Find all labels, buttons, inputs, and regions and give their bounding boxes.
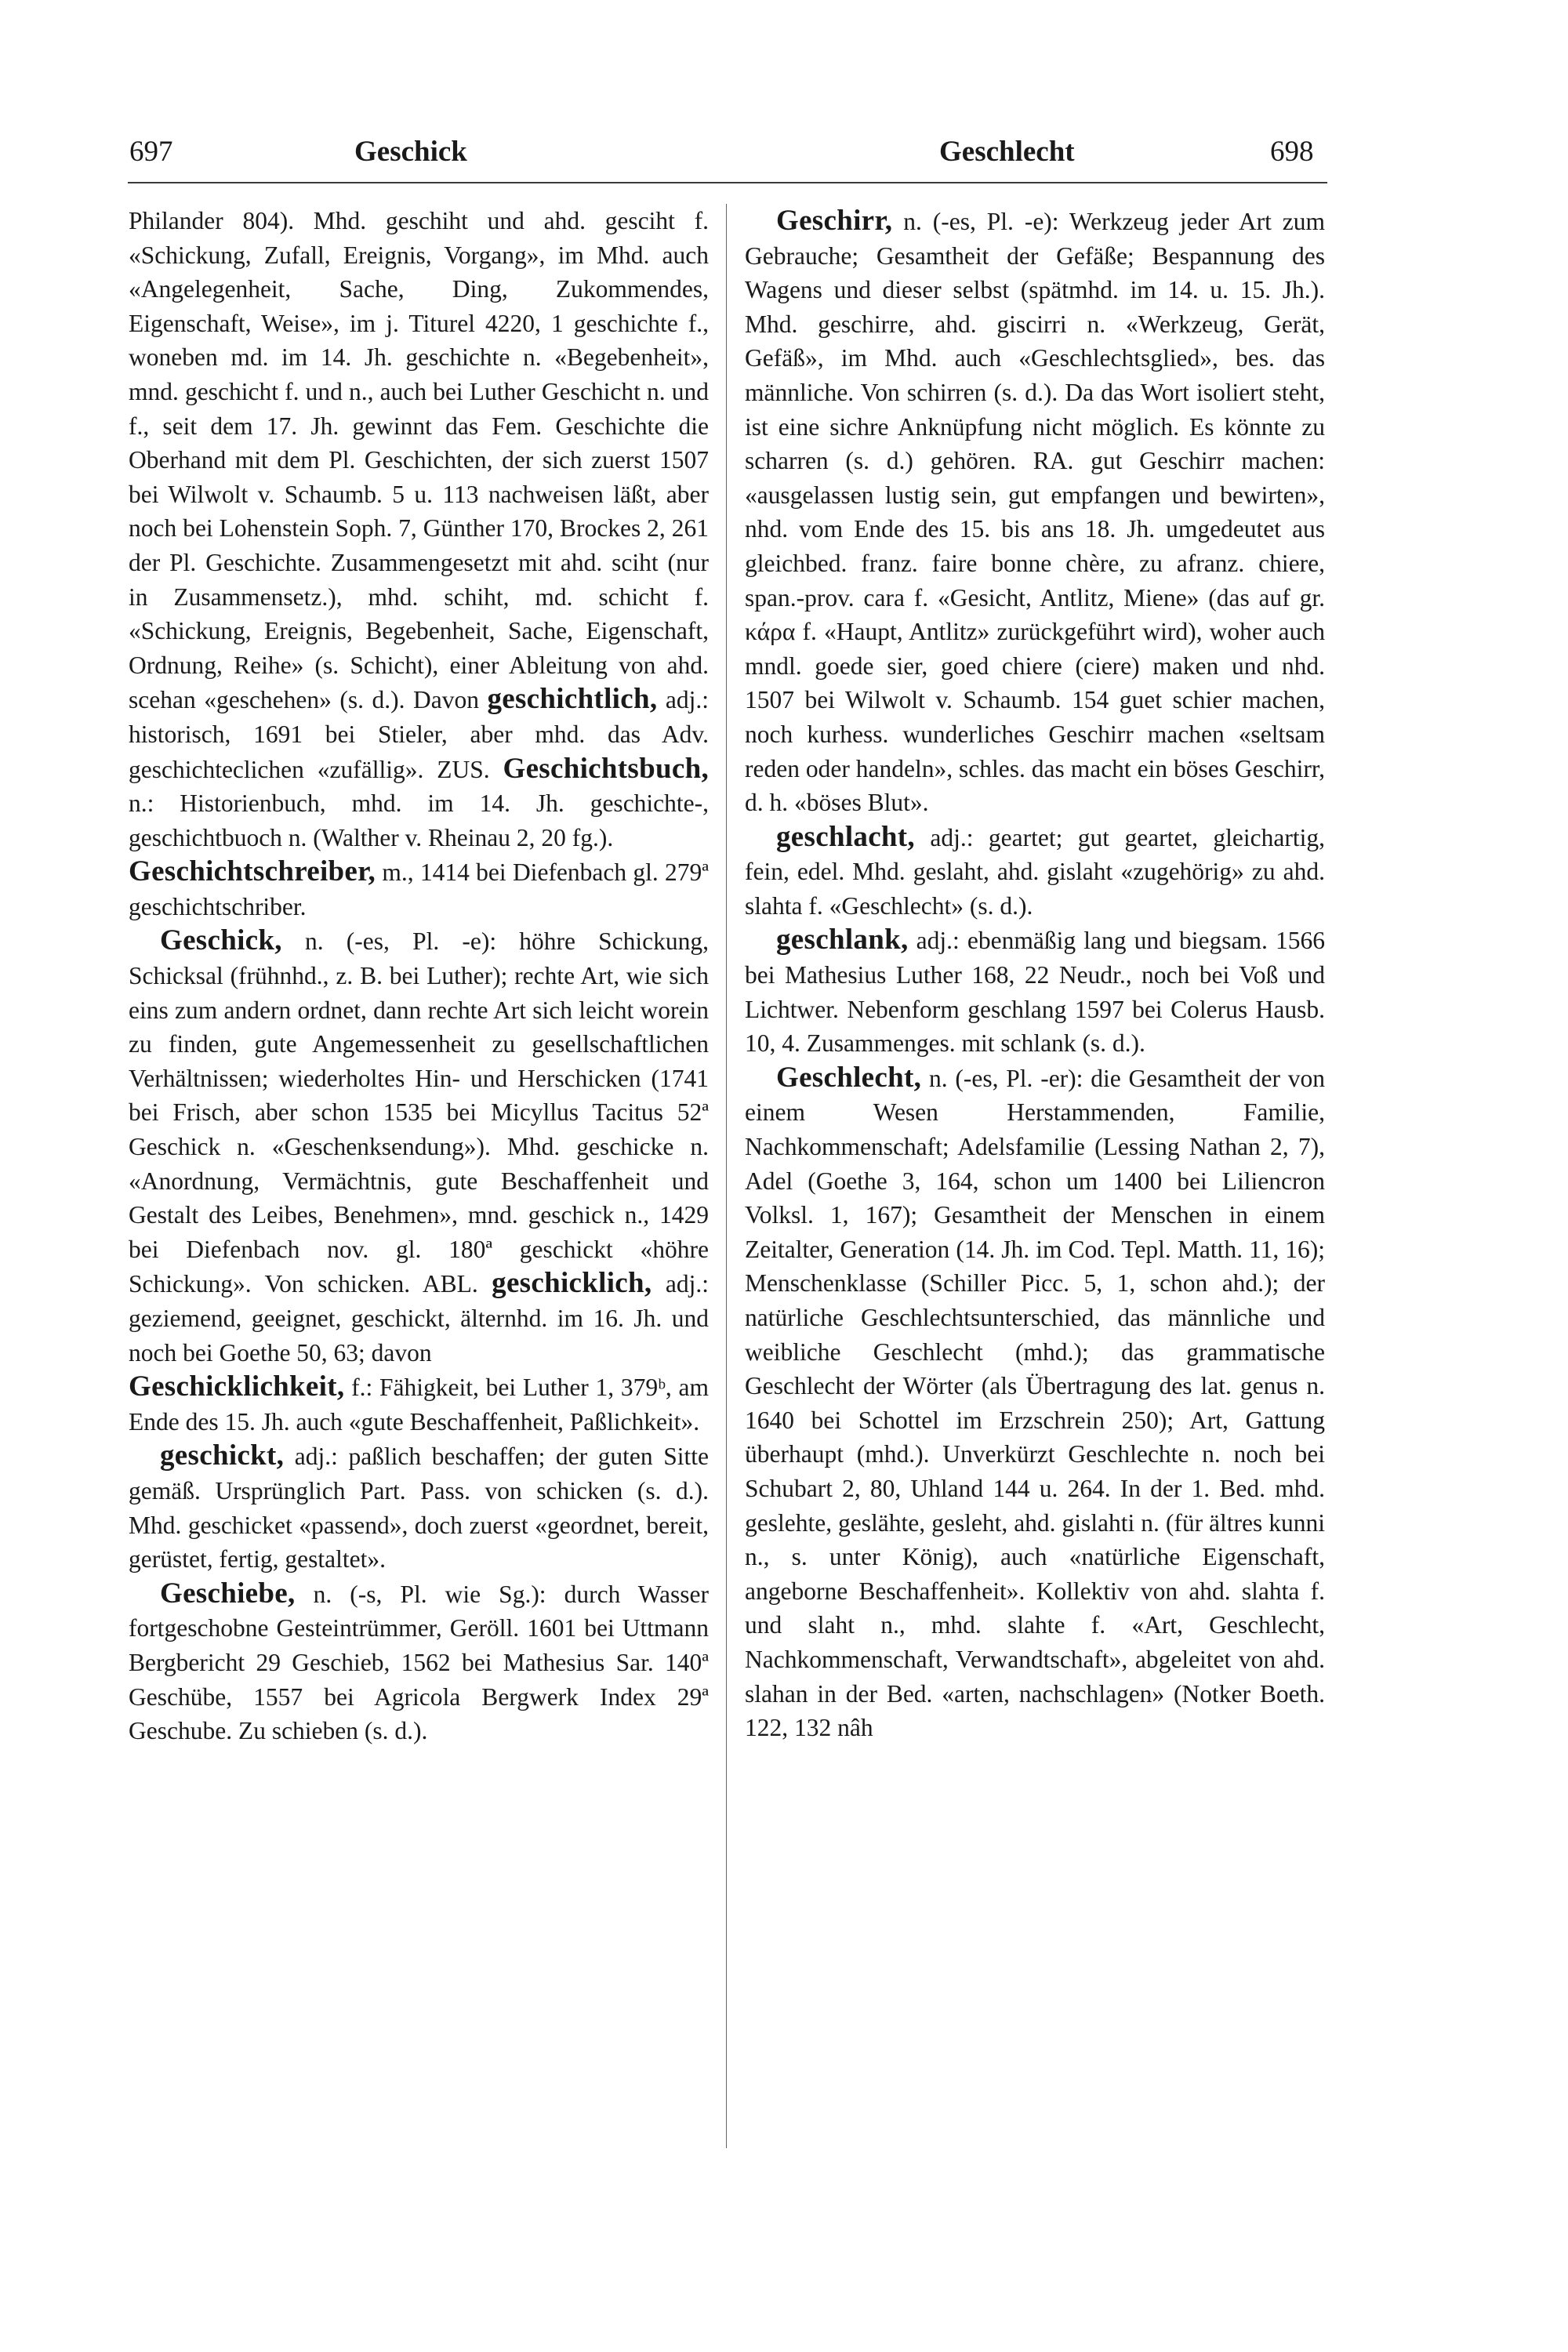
entry-geschick-text: n. (-es, Pl. -e): höhre Schickung, Schicksal (frühnhd., z. B. bei Luther); rechte Art, wie sich eins zum andern ordnet, dann rechte Art sich leicht worein zu finden, gute Angemessenheit zu gesellschaftlichen Verhältnissen; wiederholtes Hin- und Herschicken (1741 bei Frisch, aber schon 1535 bei Micyllus Tacitus 52ª Geschick n. «Geschenksendung»). Mhd. geschicke n. «Anordnung, Vermächtnis, gute Beschaffenheit und Gestalt des Leibes, Benehmen», mnd. geschick n., 1429 bei Diefenbach nov. gl. 180ª geschickt «höhre Schickung». Von schicken. ABL. bbox=[129, 927, 709, 1298]
entry-geschlacht bbox=[745, 820, 1325, 924]
entry-geschlecht bbox=[745, 1061, 1325, 1745]
headword-geschlacht: geschlacht, bbox=[776, 820, 915, 853]
entry-geschick bbox=[129, 924, 709, 1370]
entry-geschickt-text: adj.: paßlich beschaffen; der guten Sitte gemäß. Ursprünglich Part. Pass. von schicken (s. d.). Mhd. geschicket «passend», doch zuerst «geordnet, bereit, gerüstet, fertig, gestaltet». bbox=[129, 1443, 709, 1573]
entry-geschiebe-text: n. (-s, Pl. wie Sg.): durch Wasser fortgeschobne Gesteintrümmer, Geröll. 1601 bei Uttmann Bergbericht 29 Geschieb, 1562 bei Mathesius Sar. 140ª Geschübe, 1557 bei Agricola Bergwerk Index 29ª Geschube. Zu schieben (s. d.). bbox=[129, 1580, 709, 1745]
entry-geschichtlich-text: adj.: historisch, 1691 bei Stieler, aber mhd. das Adv. geschichteclichen «zufällig». ZUS. bbox=[129, 686, 709, 783]
headword-geschicklichkeit: Geschicklichkeit, bbox=[129, 1370, 345, 1403]
entry-geschiebe bbox=[129, 1577, 709, 1748]
entry-geschlank bbox=[745, 923, 1325, 1060]
entry-geschlank-text: adj.: ebenmäßig lang und biegsam. 1566 bei Mathesius Luther 168, 22 Neudr., noch bei Voß und Lichtwer. Nebenform geschlang 1597 bei Colerus Hausb. 10, 4. Zusammenges. mit schlank (s. d.). bbox=[745, 927, 1325, 1058]
header-rule bbox=[128, 182, 1327, 183]
headword-geschlank: geschlank, bbox=[776, 924, 909, 956]
headword-geschiebe: Geschiebe, bbox=[160, 1577, 296, 1610]
page-number-left: 697 bbox=[129, 136, 173, 168]
headword-geschirr: Geschirr, bbox=[776, 205, 893, 237]
running-head-left: Geschick bbox=[354, 136, 467, 168]
headword-geschichtlich: geschichtlich, bbox=[487, 683, 658, 716]
entry-geschichtschreiber bbox=[129, 855, 709, 924]
entry-geschichtsbuch-text: n.: Historienbuch, mhd. im 14. Jh. geschichte-, geschichtbuoch n. (Walther v. Rheinau 2, 20 fg.). bbox=[129, 789, 709, 851]
headword-geschicklich: geschicklich, bbox=[492, 1267, 652, 1300]
page-number-right: 698 bbox=[1270, 136, 1314, 168]
headword-geschichtschreiber: Geschichtschreiber, bbox=[129, 855, 376, 888]
column-divider bbox=[726, 204, 727, 2148]
right-column bbox=[745, 204, 1325, 1745]
headword-geschlecht: Geschlecht, bbox=[776, 1061, 922, 1094]
entry-geschlecht-text: n. (-es, Pl. -er): die Gesamtheit der von einem Wesen Herstammenden, Familie, Nachkommenschaft; Adelsfamilie (Lessing Nathan 2, 7), Adel (Goethe 3, 164, schon um 1400 bei Liliencron Volksl. 1, 167); Gesamtheit der Menschen in einem Zeitalter, Generation (14. Jh. im Cod. Tepl. Matth. 11, 16); Menschenklasse (Schiller Picc. 5, 1, schon ahd.); der natürliche Geschlechtsunterschied, das männliche und weibliche Geschlecht (mhd.); das grammatische Geschlecht der Wörter (als Übertragung des lat. genus n. 1640 bei Schottel im Erzschrein 250); Art, Gattung überhaupt (mhd.). Unverkürzt Geschlechte n. noch bei Schubart 2, 80, Uhland 144 u. 264. In der 1. Bed. mhd. geslehte, geslähte, gesleht, ahd. gislahti n. (für ältres kunni n., s. unter König), auch «natürliche Eigenschaft, angeborne Beschaffenheit». Kollektiv von ahd. slahta f. und slaht n., mhd. slahte f. «Art, Geschlecht, Nachkommenschaft, Verwandtschaft», abgeleitet von ahd. slahan in der Bed. «arten, nachschlagen» (Notker Boeth. 122, 132 nâh bbox=[745, 1064, 1325, 1742]
entry-geschichte-continuation: Philander 804). Mhd. geschiht und ahd. gesciht f. «Schickung, Zufall, Ereignis, Vorgang», im Mhd. auch «Angelegenheit, Sache, Ding, Zukommendes, Eigenschaft, Weise», im j. Titurel 4220, 1 geschichte f., woneben md. im 14. Jh. geschichte n. «Begebenheit», mnd. geschicht f. und n., auch bei Luther Geschicht n. und f., seit dem 17. Jh. gewinnt das Fem. Geschichte die Oberhand mit dem Pl. Geschichten, der sich zuerst 1507 bei Wilwolt v. Schaumb. 5 u. 113 nachweisen läßt, aber noch bei Lohenstein Soph. 7, Günther 170, Brockes 2, 261 der Pl. Geschichte. Zusammengesetzt mit ahd. sciht (nur in Zusammensetz.), mhd. schiht, md. schicht f. «Schickung, Ereignis, Begebenheit, Sache, Eigenschaft, Ordnung, Reihe» (s. Schicht), einer Ableitung von ahd. scehan «geschehen» (s. d.). Davon geschichtlich, adj.: historisch, 1691 bei Stieler, aber mhd. das Adv. geschichteclichen «zufällig». ZUS. Geschichtsbuch, n.: Historienbuch, mhd. im 14. Jh. geschichte-, geschichtbuoch n. (Walther v. Rheinau 2, 20 fg.). bbox=[129, 207, 709, 851]
entry-geschicklichkeit-text: f.: Fähigkeit, bei Luther 1, 379ᵇ, am Ende des 15. Jh. auch «gute Beschaffenheit, Paßlichkeit». bbox=[129, 1374, 709, 1436]
entry-geschichtschreiber-text: m., 1414 bei Diefenbach gl. 279ª geschichtschriber. bbox=[129, 858, 709, 920]
entry-geschickt bbox=[129, 1439, 709, 1576]
entry-geschirr bbox=[745, 204, 1325, 820]
running-head-right: Geschlecht bbox=[939, 136, 1075, 168]
left-column bbox=[129, 204, 709, 1748]
entry-geschicklichkeit bbox=[129, 1370, 709, 1439]
headword-geschichtsbuch: Geschichtsbuch, bbox=[503, 752, 709, 785]
headword-geschick: Geschick, bbox=[160, 924, 282, 957]
entry-geschicklich-text: adj.: geziemend, geeignet, geschickt, älternhd. im 16. Jh. und noch bei Goethe 50, 63; davon bbox=[129, 1270, 709, 1367]
headword-geschickt: geschickt, bbox=[160, 1439, 285, 1472]
entry-geschlacht-text: adj.: geartet; gut geartet, gleichartig, fein, edel. Mhd. geslaht, ahd. gislaht «zugehörig» zu ahd. slahta f. «Geschlecht» (s. d.). bbox=[745, 823, 1325, 920]
entry-geschirr-text: n. (-es, Pl. -e): Werkzeug jeder Art zum Gebrauche; Gesamtheit der Gefäße; Bespannung des Wagens und dieser selbst (spätmhd. im 14. u. 15. Jh.). Mhd. geschirre, ahd. giscirri n. «Werkzeug, Gerät, Gefäß», im Mhd. auch «Geschlechtsglied», bes. das männliche. Von schirren (s. d.). Da das Wort isoliert steht, ist eine sichre Anknüpfung nicht möglich. Es könnte zu scharren (s. d.) gehören. RA. gut Geschirr machen: «ausgelassen lustig sein, gut empfangen und bewirten», nhd. vom Ende des 15. bis ans 18. Jh. umgedeutet aus gleichbed. franz. faire bonne chère, zu afranz. chiere, span.-prov. cara f. «Gesicht, Antlitz, Miene» (das auf gr. κάρα f. «Haupt, Antlitz» zurückgeführt wird), woher auch mndl. goede sier, goed chiere (ciere) maken und nhd. 1507 bei Wilwolt v. Schaumb. 154 guet schier machen, noch kurhess. wunderliches Geschirr machen «seltsam reden oder handeln», schles. das macht ein böses Geschirr, d. h. «böses Blut». bbox=[745, 208, 1325, 817]
page-header bbox=[0, 132, 1568, 179]
